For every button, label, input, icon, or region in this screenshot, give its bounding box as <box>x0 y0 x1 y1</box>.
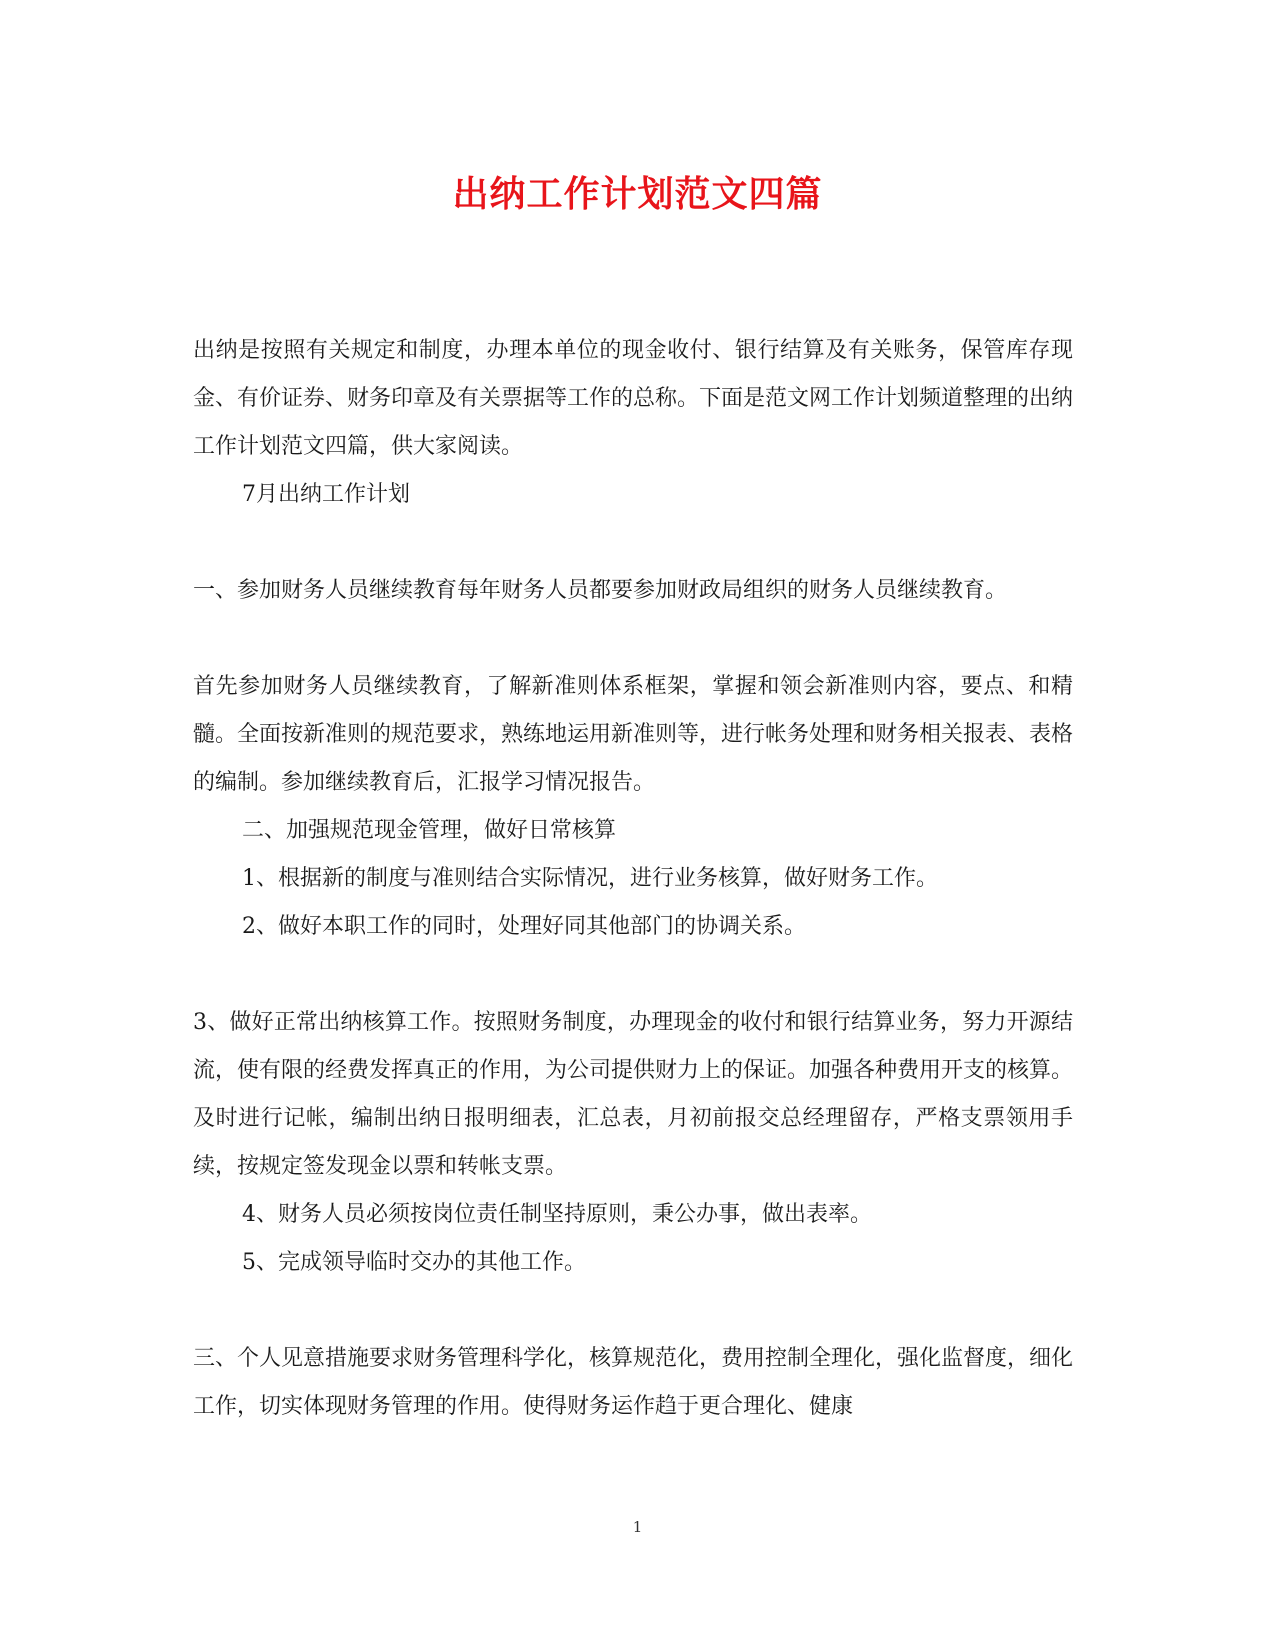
paragraph-subitem-1: 1、根据新的制度与准则结合实际情况，进行业务核算，做好财务工作。 <box>242 866 938 891</box>
paragraph-gap <box>193 519 1073 567</box>
section-heading-july-plan: 7月出纳工作计划 <box>242 482 410 507</box>
document-title: 出纳工作计划范文四篇 <box>452 173 823 215</box>
document-body <box>193 327 1073 1431</box>
intro-paragraph: 出纳是按照有关规定和制度，办理本单位的现金收付、银行结算及有关账务，保管库存现金、有价证券、财务印章及有关票据等工作的总称。下面是范文网工作计划频道整理的出纳工作计划范文四篇，供大家阅读。 <box>193 338 1074 459</box>
paragraph-gap <box>193 615 1073 663</box>
paragraph-continuing-education: 首先参加财务人员继续教育，了解新准则体系框架，掌握和领会新准则内容，要点、和精髓。全面按新准则的规范要求，熟练地运用新准则等，进行帐务处理和财务相关报表、表格的编制。参加继续教育后，汇报学习情况报告。 <box>193 674 1074 795</box>
paragraph-item-3: 三、个人见意措施要求财务管理科学化，核算规范化，费用控制全理化，强化监督度，细化工作，切实体现财务管理的作用。使得财务运作趋于更合理化、健康 <box>193 1346 1074 1419</box>
paragraph-gap <box>193 1287 1073 1335</box>
paragraph-subitem-4: 4、财务人员必须按岗位责任制坚持原则，秉公办事，做出表率。 <box>242 1202 872 1227</box>
paragraph-subitem-5: 5、完成领导临时交办的其他工作。 <box>242 1250 586 1275</box>
paragraph-item-2-heading: 二、加强规范现金管理，做好日常核算 <box>242 818 617 843</box>
page-number: 1 <box>632 1518 643 1536</box>
paragraph-subitem-3: 3、做好正常出纳核算工作。按照财务制度，办理现金的收付和银行结算业务，努力开源结流，使有限的经费发挥真正的作用，为公司提供财力上的保证。加强各种费用开支的核算。及时进行记帐，编制出纳日报明细表，汇总表，月初前报交总经理留存，严格支票领用手续，按规定签发现金以票和转帐支票。 <box>193 1010 1074 1179</box>
paragraph-subitem-2: 2、做好本职工作的同时，处理好同其他部门的协调关系。 <box>242 914 806 939</box>
paragraph-gap <box>193 951 1073 999</box>
paragraph-item-1: 一、参加财务人员继续教育每年财务人员都要参加财政局组织的财务人员继续教育。 <box>193 578 1008 603</box>
